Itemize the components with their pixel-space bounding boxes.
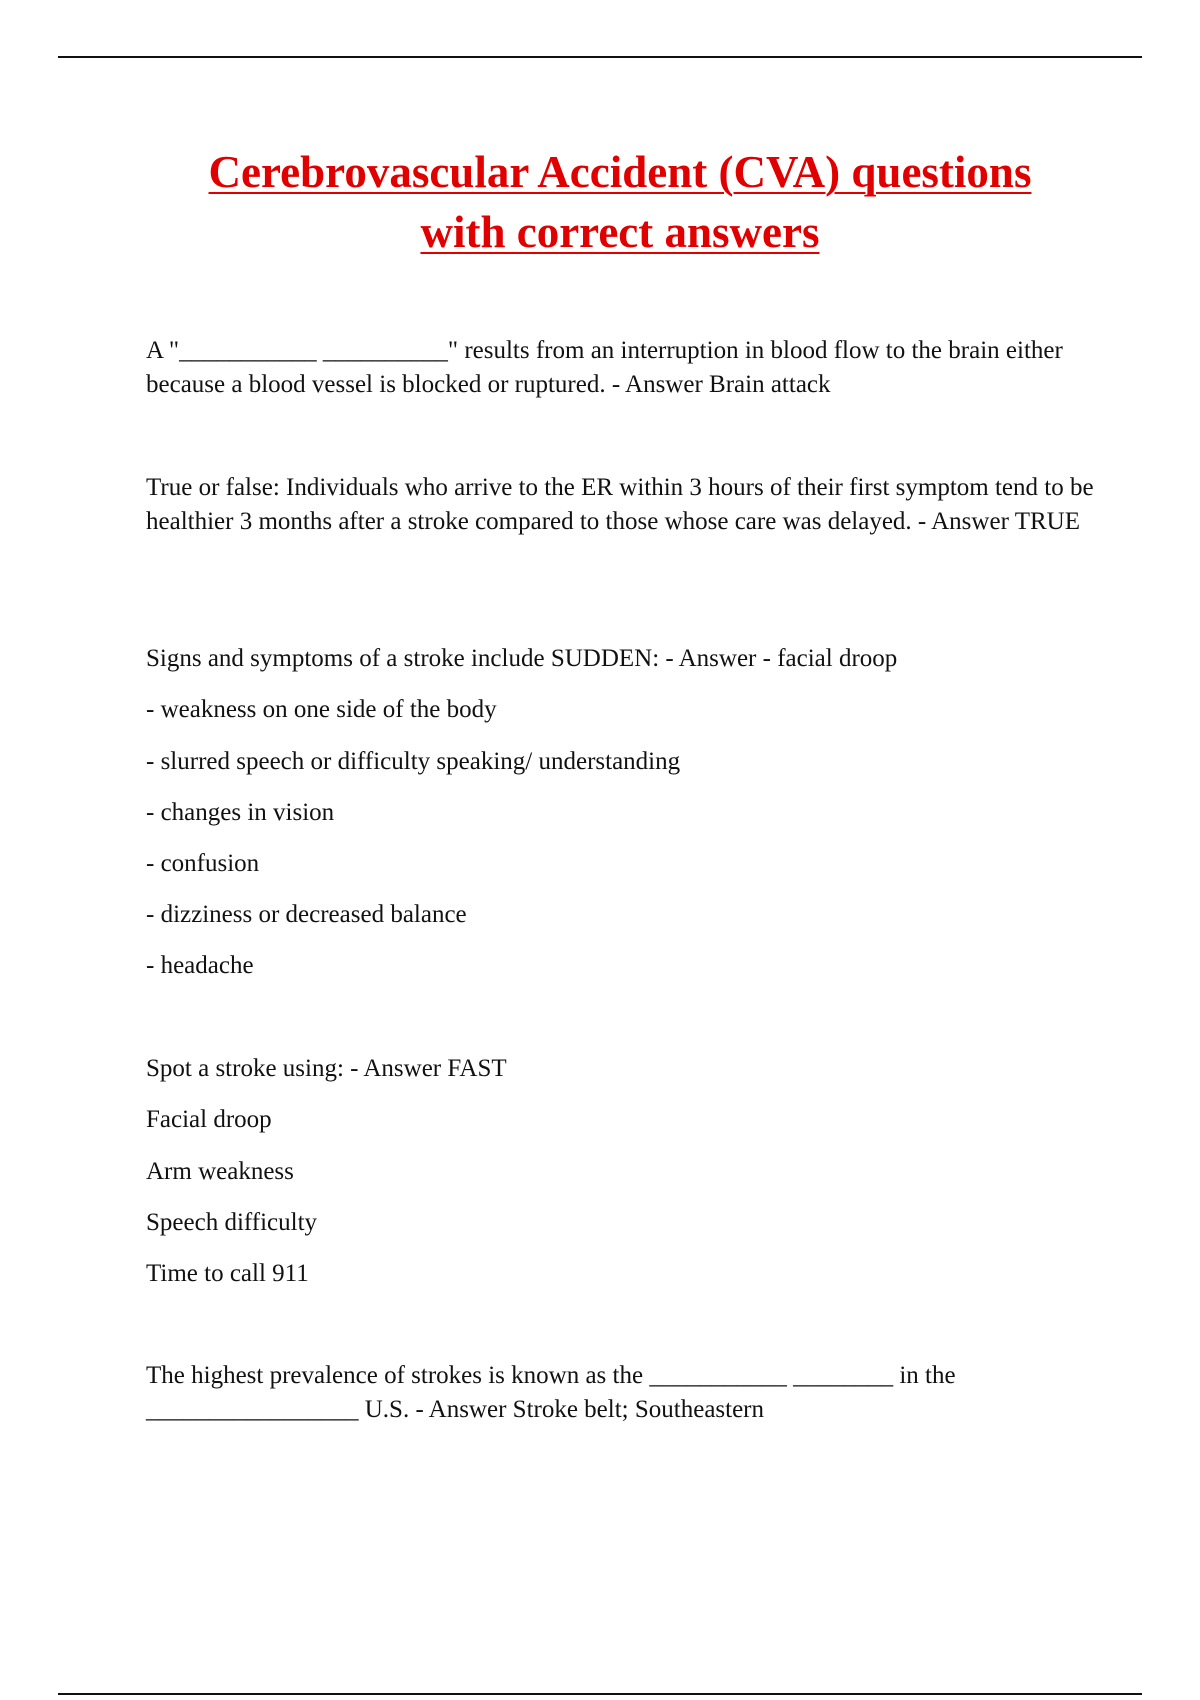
document-title [0,142,1200,262]
symptom-item: - slurred speech or difficulty speaking/ understanding [146,748,681,775]
fast-item: Speech difficulty [146,1209,318,1236]
symptom-item: - weakness on one side of the body [146,696,497,723]
symptom-item: - dizziness or decreased balance [146,901,467,928]
fast-item: Arm weakness [146,1158,294,1185]
symptom-item: - headache [146,952,254,979]
fast-item: Time to call 911 [146,1260,309,1287]
question-5: The highest prevalence of strokes is known as the ___________ ________ in the _________________ U.S. - Answer Stroke belt; Southeastern [146,1362,956,1423]
title-line-2: with correct answers [420,207,820,257]
bottom-rule [58,1693,1142,1695]
question-1: A "___________ __________" results from an interruption in blood flow to the brain either because a blood vessel is blocked or ruptured. - Answer Brain attack [146,337,1063,398]
symptom-item: - confusion [146,850,260,877]
top-rule [58,56,1142,58]
question-3-line: Signs and symptoms of a stroke include SUDDEN: - Answer - facial droop [146,645,898,672]
fast-item: Facial droop [146,1106,272,1133]
question-4-line: Spot a stroke using: - Answer FAST [146,1055,507,1082]
symptom-item: - changes in vision [146,799,335,826]
question-2: True or false: Individuals who arrive to the ER within 3 hours of their first symptom tend to be healthier 3 months after a stroke compared to those whose care was delayed. - Answer TRUE [146,474,1094,535]
title-line-1: Cerebrovascular Accident (CVA) questions [208,147,1032,197]
